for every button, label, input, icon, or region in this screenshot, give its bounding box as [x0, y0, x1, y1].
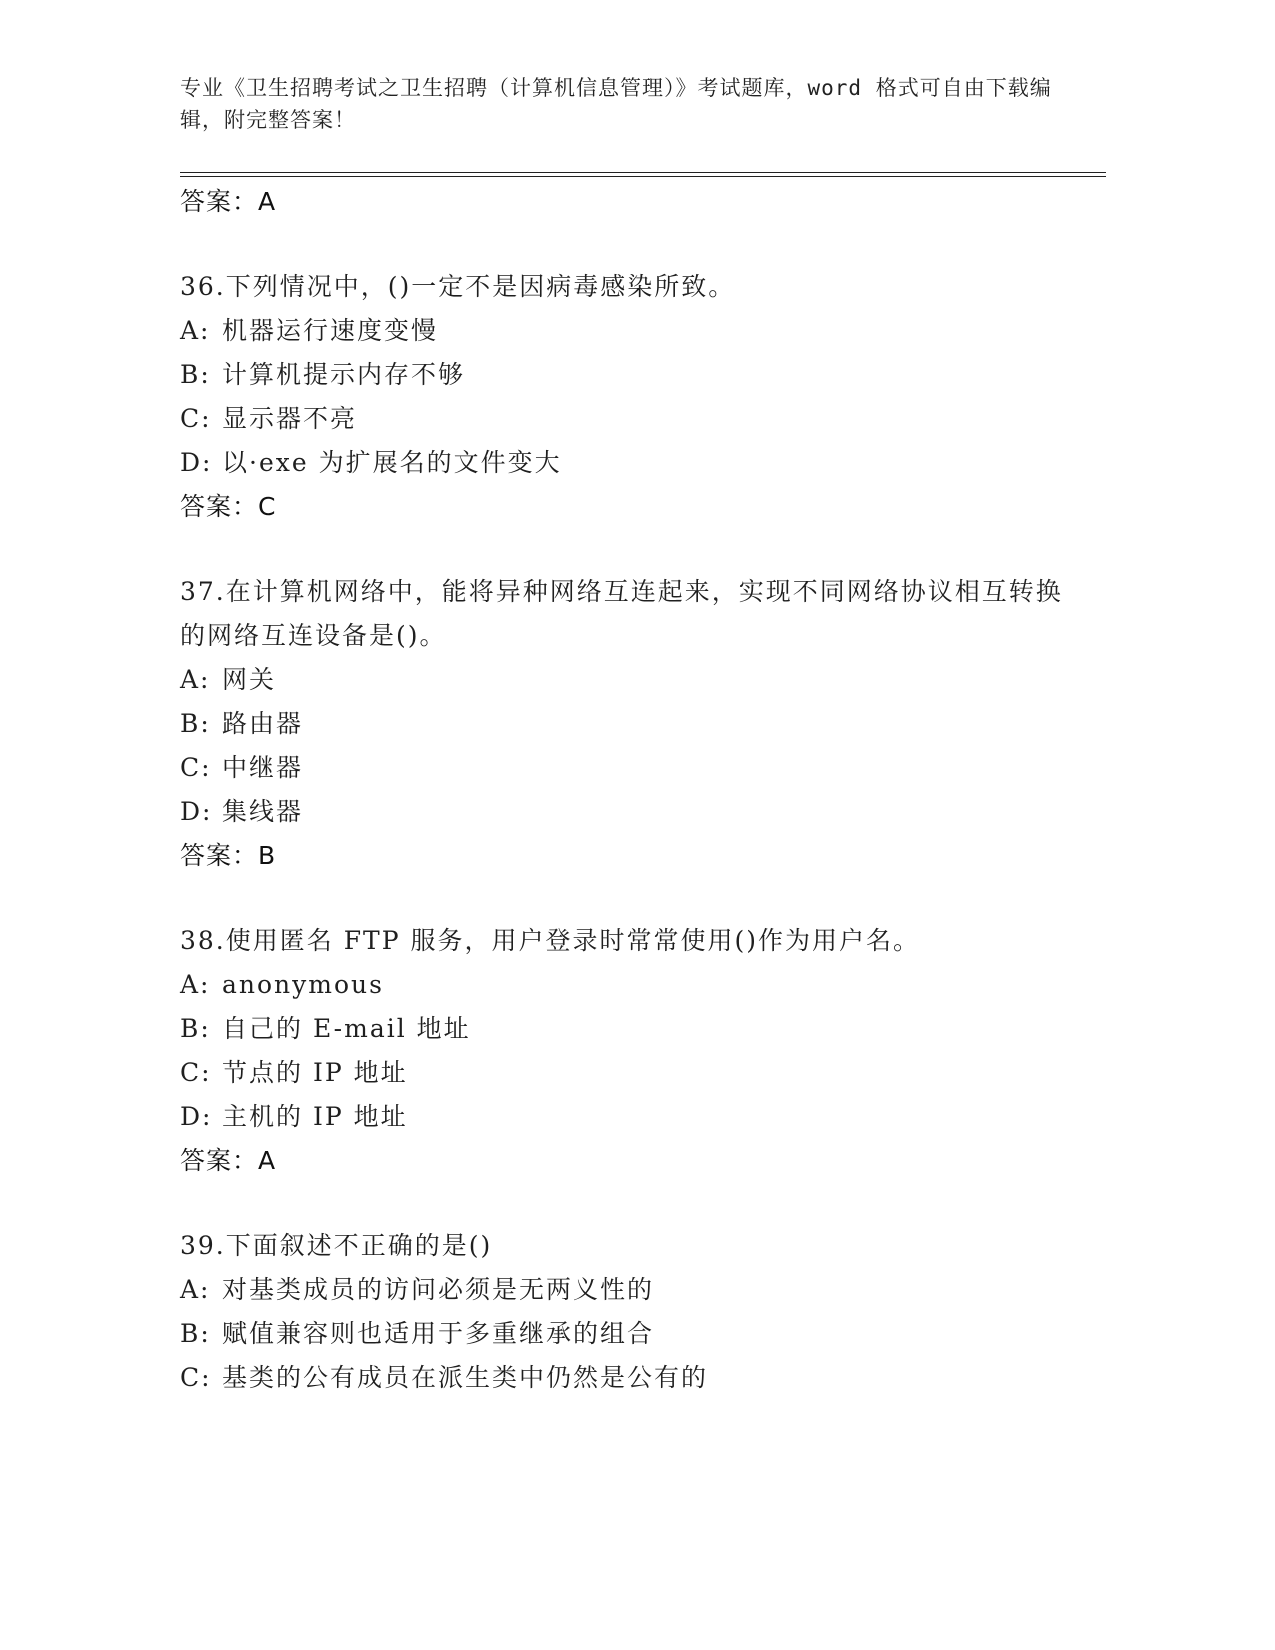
question-block	[180, 919, 1080, 1183]
option-letter: B:	[180, 709, 211, 738]
option	[180, 702, 1080, 746]
answer-label: 答案：	[180, 187, 259, 216]
option-text: 节点的 IP 地址	[222, 1058, 408, 1087]
option	[180, 1051, 1080, 1095]
spacer	[180, 1183, 1080, 1224]
answer-label: 答案：	[180, 492, 259, 521]
answer-line	[180, 180, 1080, 224]
option	[180, 397, 1080, 441]
answer-value: A	[258, 187, 276, 216]
option-letter: C:	[180, 1058, 212, 1087]
question-list	[180, 180, 1080, 1400]
option-text: 网关	[222, 665, 277, 694]
option-letter: C:	[180, 1363, 212, 1392]
option	[180, 1268, 1080, 1312]
option	[180, 790, 1080, 834]
spacer	[180, 529, 1080, 570]
option	[180, 746, 1080, 790]
option-text: 赋值兼容则也适用于多重继承的组合	[222, 1319, 655, 1348]
question-stem: 39.下面叙述不正确的是()	[180, 1231, 493, 1260]
option	[180, 309, 1080, 353]
option	[180, 1312, 1080, 1356]
question-stem: 36.下列情况中，()一定不是因病毒感染所致。	[180, 272, 736, 301]
option-letter: B:	[180, 1014, 211, 1043]
answer-value: B	[258, 841, 276, 870]
answer-value: A	[258, 1146, 276, 1175]
answer-line	[180, 834, 1080, 878]
option-text: 集线器	[222, 797, 304, 826]
option-letter: D:	[180, 797, 213, 826]
option-text: 路由器	[222, 709, 304, 738]
spacer	[180, 224, 1080, 265]
answer-value: C	[258, 492, 276, 521]
answer-label: 答案：	[180, 1146, 259, 1175]
option-text: 基类的公有成员在派生类中仍然是公有的	[222, 1363, 709, 1392]
option-letter: D:	[180, 448, 213, 477]
option	[180, 1007, 1080, 1051]
header-rule-top	[180, 172, 1106, 173]
option-text: 中继器	[222, 753, 304, 782]
header-rule-bottom	[180, 176, 1106, 177]
option	[180, 963, 1080, 1007]
option	[180, 1095, 1080, 1139]
question-stem: 38.使用匿名 FTP 服务，用户登录时常常使用()作为用户名。	[180, 926, 921, 955]
option-text: anonymous	[222, 970, 384, 999]
option-letter: B:	[180, 1319, 211, 1348]
option	[180, 441, 1080, 485]
option	[180, 658, 1080, 702]
option-text: 对基类成员的访问必须是无两义性的	[222, 1275, 655, 1304]
option-text: 以·exe 为扩展名的文件变大	[222, 448, 562, 477]
option-text: 主机的 IP 地址	[222, 1102, 408, 1131]
question-block	[180, 570, 1080, 878]
option-text: 显示器不亮	[222, 404, 358, 433]
option-text: 机器运行速度变慢	[222, 316, 439, 345]
document-header: 专业《卫生招聘考试之卫生招聘（计算机信息管理）》考试题库，word 格式可自由下载编辑，附完整答案！	[180, 76, 1052, 132]
option-letter: A:	[180, 970, 211, 999]
option-letter: A:	[180, 316, 211, 345]
option-letter: B:	[180, 360, 211, 389]
option-letter: A:	[180, 1275, 211, 1304]
question-block	[180, 265, 1080, 529]
answer-line	[180, 485, 1080, 529]
option-letter: A:	[180, 665, 211, 694]
option-text: 计算机提示内存不够	[222, 360, 466, 389]
answer-label: 答案：	[180, 841, 259, 870]
question-stem: 37.在计算机网络中，能将异种网络互连起来，实现不同网络协议相互转换的网络互连设备是()。	[180, 577, 1063, 650]
option	[180, 353, 1080, 397]
spacer	[180, 878, 1080, 919]
question-block	[180, 1224, 1080, 1400]
option	[180, 1356, 1080, 1400]
option-letter: D:	[180, 1102, 213, 1131]
answer-line	[180, 1139, 1080, 1183]
option-letter: C:	[180, 753, 212, 782]
option-text: 自己的 E-mail 地址	[222, 1014, 471, 1043]
option-letter: C:	[180, 404, 212, 433]
